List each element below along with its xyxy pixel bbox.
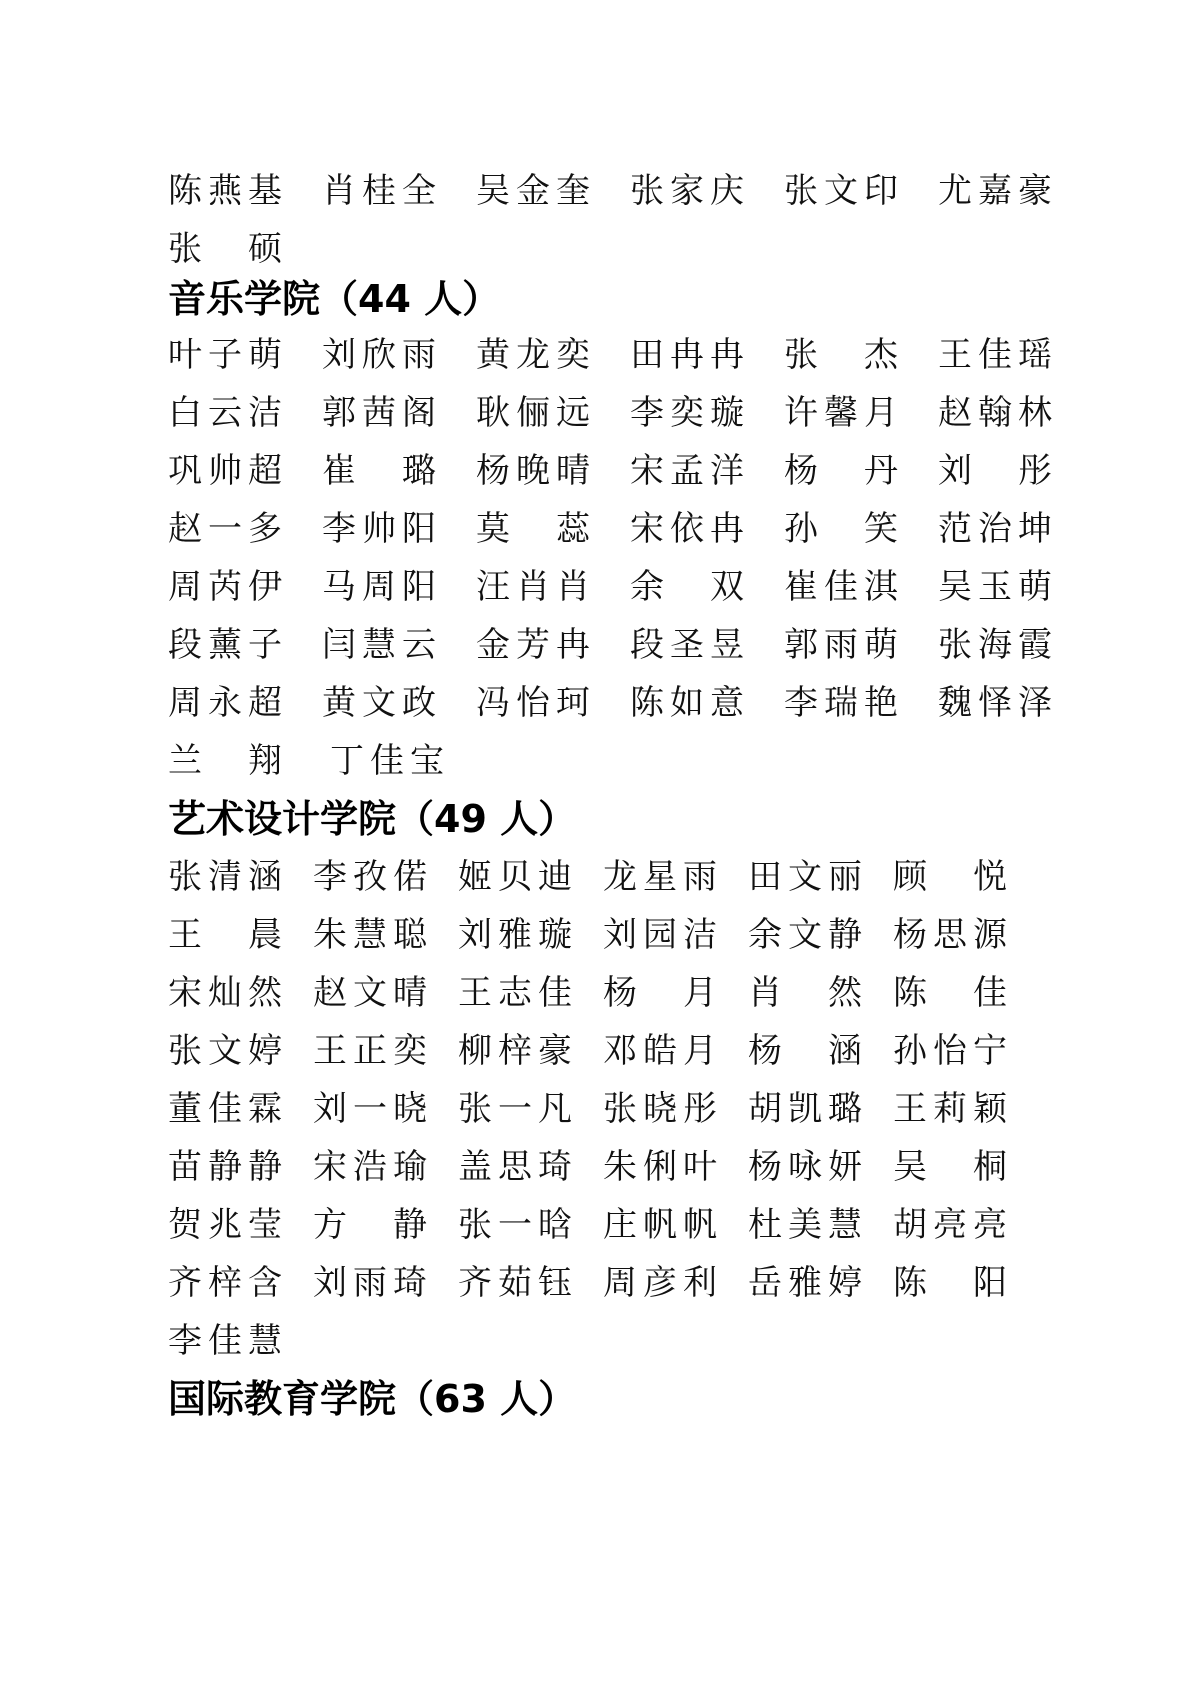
student-name: 孙怡宁	[893, 1031, 1013, 1071]
music-name-row	[0, 498, 1191, 560]
student-name: 李佳慧	[168, 1321, 288, 1361]
student-name: 崔佳淇	[784, 567, 904, 607]
student-name: 周彦利	[603, 1263, 723, 1303]
student-name: 余文静	[748, 915, 868, 955]
art-name-row	[0, 1310, 1191, 1372]
student-name: 杨晚晴	[476, 451, 596, 491]
student-name: 马周阳	[322, 567, 442, 607]
music-name-row	[0, 556, 1191, 618]
student-name: 杨 涵	[748, 1031, 868, 1071]
student-name: 周永超	[168, 683, 288, 723]
student-name: 段薰子	[168, 625, 288, 665]
student-name: 贺兆莹	[168, 1205, 288, 1245]
student-name: 胡亮亮	[893, 1205, 1013, 1245]
student-name: 汪肖肖	[476, 567, 596, 607]
student-name: 杨思源	[893, 915, 1013, 955]
student-name: 朱俐叶	[603, 1147, 723, 1187]
section-heading-music: 音乐学院（44 人）	[168, 277, 501, 321]
student-name: 丁佳宝	[330, 741, 450, 781]
art-name-row	[0, 962, 1191, 1024]
student-name: 朱慧聪	[313, 915, 433, 955]
student-name: 宋孟洋	[630, 451, 750, 491]
student-name: 齐梓含	[168, 1263, 288, 1303]
art-name-row	[0, 1252, 1191, 1314]
student-name: 王佳瑶	[938, 335, 1058, 375]
music-name-row	[0, 382, 1191, 444]
student-name: 张家庆	[630, 171, 750, 211]
student-name: 黄龙奕	[476, 335, 596, 375]
student-name: 赵翰林	[938, 393, 1058, 433]
student-name: 顾 悦	[893, 857, 1013, 897]
student-name: 陈 佳	[893, 973, 1013, 1013]
student-name: 刘雅璇	[458, 915, 578, 955]
section-heading-international-education: 国际教育学院（63 人）	[168, 1377, 577, 1421]
student-name: 杜美慧	[748, 1205, 868, 1245]
student-name: 陈燕基	[168, 171, 288, 211]
student-name: 张一凡	[458, 1089, 578, 1129]
student-name: 赵文晴	[313, 973, 433, 1013]
student-name: 张海霞	[938, 625, 1058, 665]
student-name: 王 晨	[168, 915, 288, 955]
student-name: 张文印	[784, 171, 904, 211]
student-name: 王志佳	[458, 973, 578, 1013]
student-name: 宋依冉	[630, 509, 750, 549]
art-name-row	[0, 1136, 1191, 1198]
student-name: 胡凯璐	[748, 1089, 868, 1129]
student-name: 余 双	[630, 567, 750, 607]
student-name: 冯怡珂	[476, 683, 596, 723]
student-name: 周芮伊	[168, 567, 288, 607]
art-name-row	[0, 1020, 1191, 1082]
art-name-row	[0, 846, 1191, 908]
student-name: 李帅阳	[322, 509, 442, 549]
student-name: 庄帆帆	[603, 1205, 723, 1245]
student-name: 王莉颖	[893, 1089, 1013, 1129]
student-name: 黄文政	[322, 683, 442, 723]
student-name: 邓皓月	[603, 1031, 723, 1071]
music-name-row	[0, 730, 1191, 792]
intro-name-row	[0, 160, 1191, 222]
student-name: 苗静静	[168, 1147, 288, 1187]
music-name-row	[0, 672, 1191, 734]
student-name: 方 静	[313, 1205, 433, 1245]
student-name: 许馨月	[784, 393, 904, 433]
student-name: 李奕璇	[630, 393, 750, 433]
student-name: 杨 丹	[784, 451, 904, 491]
student-name: 王正奕	[313, 1031, 433, 1071]
student-name: 兰 翔	[168, 741, 288, 781]
student-name: 杨 月	[603, 973, 723, 1013]
student-name: 耿俪远	[476, 393, 596, 433]
student-name: 肖桂全	[322, 171, 442, 211]
student-name: 田文丽	[748, 857, 868, 897]
student-name: 岳雅婷	[748, 1263, 868, 1303]
student-name: 巩帅超	[168, 451, 288, 491]
student-name: 闫慧云	[322, 625, 442, 665]
student-name: 李孜偌	[313, 857, 433, 897]
art-name-row	[0, 1194, 1191, 1256]
student-name: 陈如意	[630, 683, 750, 723]
student-name: 金芳冉	[476, 625, 596, 665]
student-name: 张一晗	[458, 1205, 578, 1245]
student-name: 尤嘉豪	[938, 171, 1058, 211]
student-name: 叶子萌	[168, 335, 288, 375]
student-name: 魏怿泽	[938, 683, 1058, 723]
student-name: 吴 桐	[893, 1147, 1013, 1187]
student-name: 张晓彤	[603, 1089, 723, 1129]
student-name: 姬贝迪	[458, 857, 578, 897]
student-name: 盖思琦	[458, 1147, 578, 1187]
student-name: 陈 阳	[893, 1263, 1013, 1303]
student-name: 赵一多	[168, 509, 288, 549]
student-name: 肖 然	[748, 973, 868, 1013]
student-name: 崔 璐	[322, 451, 442, 491]
student-name: 张 硕	[168, 229, 288, 269]
student-name: 宋灿然	[168, 973, 288, 1013]
student-name: 杨咏妍	[748, 1147, 868, 1187]
student-name: 董佳霖	[168, 1089, 288, 1129]
student-name: 田冉冉	[630, 335, 750, 375]
student-name: 刘欣雨	[322, 335, 442, 375]
student-name: 宋浩瑜	[313, 1147, 433, 1187]
student-name: 吴金奎	[476, 171, 596, 211]
music-name-row	[0, 440, 1191, 502]
student-name: 刘雨琦	[313, 1263, 433, 1303]
student-name: 刘一晓	[313, 1089, 433, 1129]
student-name: 刘园洁	[603, 915, 723, 955]
student-name: 齐茹钰	[458, 1263, 578, 1303]
music-name-row	[0, 614, 1191, 676]
student-name: 张文婷	[168, 1031, 288, 1071]
art-name-row	[0, 904, 1191, 966]
student-name: 范治坤	[938, 509, 1058, 549]
student-name: 白云洁	[168, 393, 288, 433]
student-name: 龙星雨	[603, 857, 723, 897]
student-name: 李瑞艳	[784, 683, 904, 723]
student-name: 刘 彤	[938, 451, 1058, 491]
section-heading-art-design: 艺术设计学院（49 人）	[168, 797, 577, 841]
student-name: 段圣昱	[630, 625, 750, 665]
art-name-row	[0, 1078, 1191, 1140]
music-name-row	[0, 324, 1191, 386]
student-name: 张清涵	[168, 857, 288, 897]
student-name: 张 杰	[784, 335, 904, 375]
student-name: 莫 蕊	[476, 509, 596, 549]
student-name: 柳梓豪	[458, 1031, 578, 1071]
student-name: 郭茜阁	[322, 393, 442, 433]
student-name: 吴玉萌	[938, 567, 1058, 607]
student-name: 孙 笑	[784, 509, 904, 549]
student-name: 郭雨萌	[784, 625, 904, 665]
